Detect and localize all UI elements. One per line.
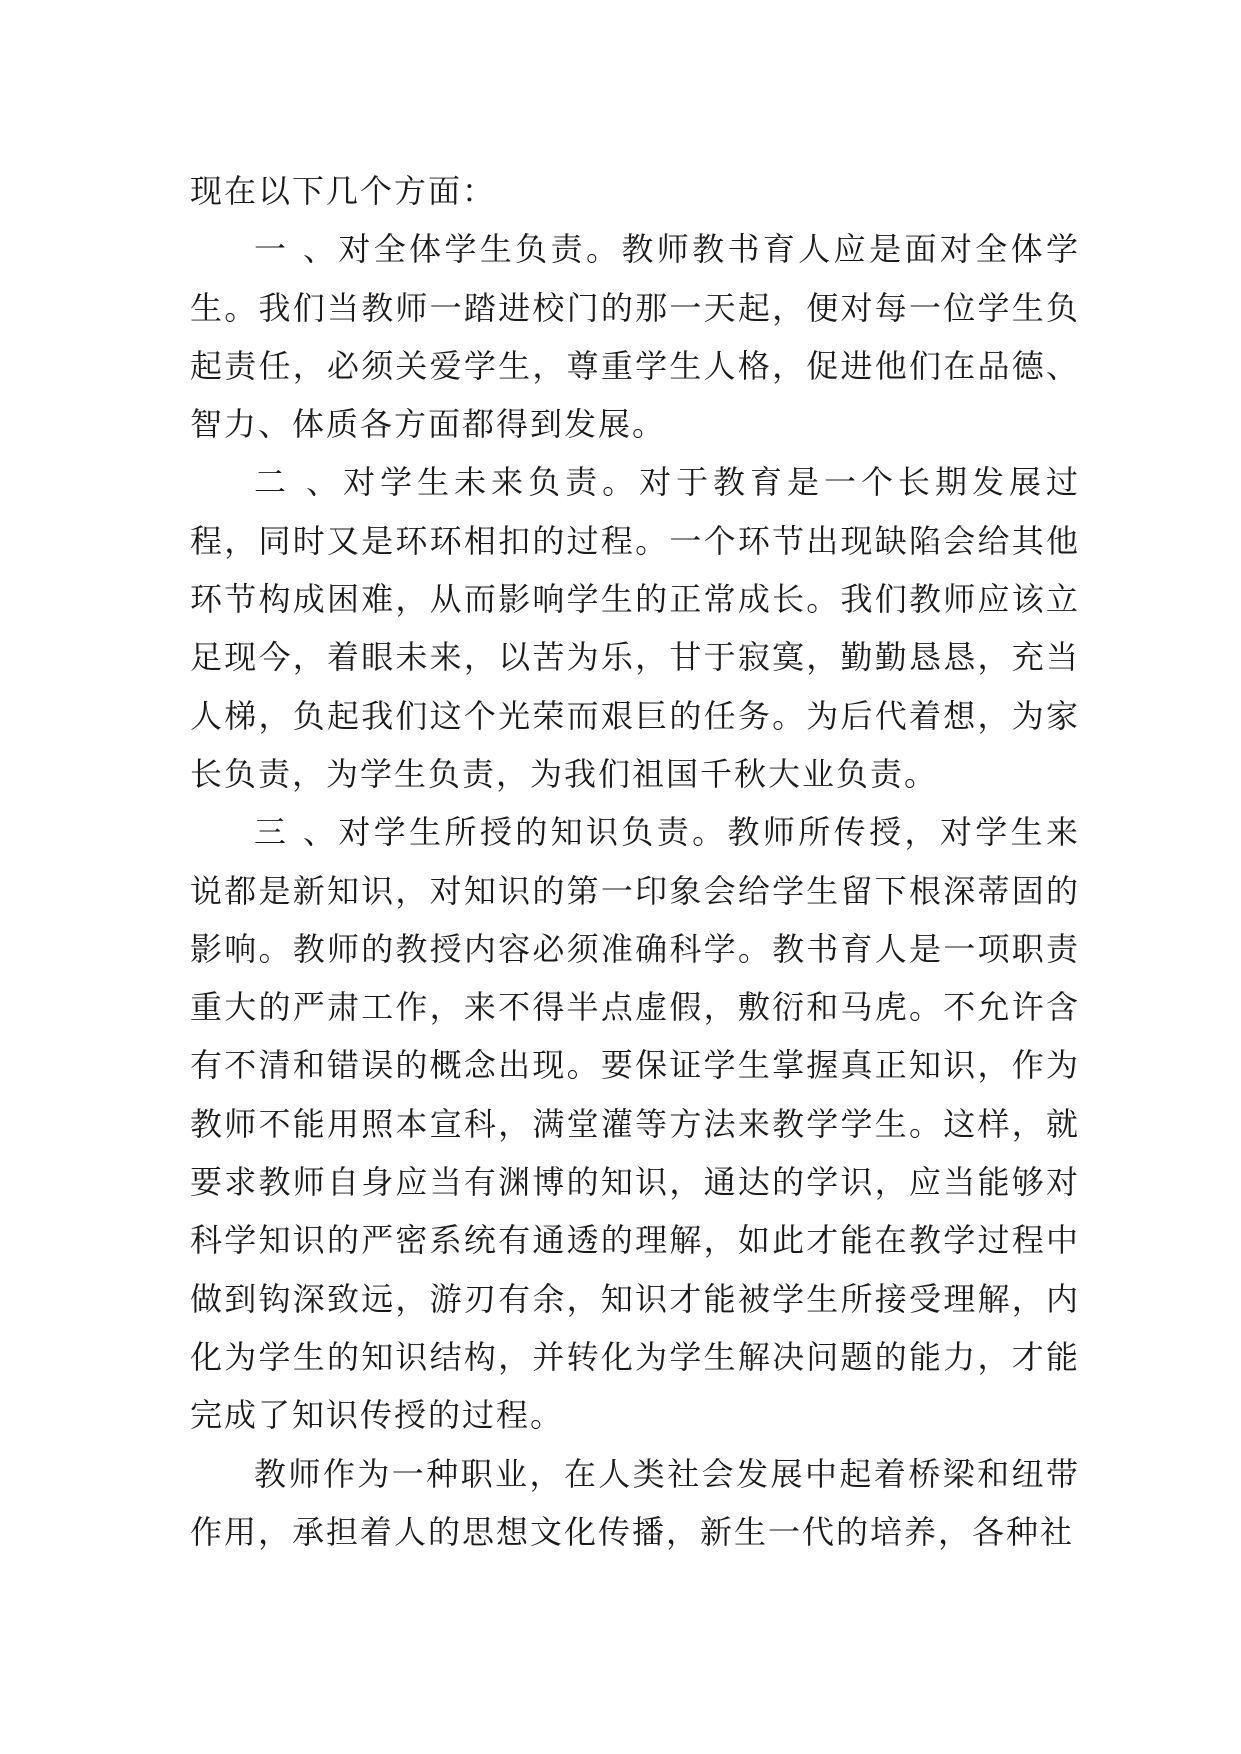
paragraph-point-two: 二 、对学生未来负责。对于教育是一个长期发展过程，同时又是环环相扣的过程。一个环节出现缺陷会给其他环节构成困难，从而影响学生的正常成长。我们教师应该立足现今，着眼未来，以苦为乐，甘于寂寞，勤勤恳恳，充当人梯，负起我们这个光荣而艰巨的任务。为后代着想，为家长负责，为学生负责，为我们祖国千秋大业负责。 (190, 463, 1080, 793)
paragraph-point-one: 一 、对全体学生负责。教师教书育人应是面对全体学生。我们当教师一踏进校门的那一天起，便对每一位学生负起责任，必须关爱学生，尊重学生人格，促进他们在品德、智力、体质各方面都得到发展。 (190, 230, 1080, 444)
paragraph-intro: 现在以下几个方面： (190, 172, 497, 210)
paragraph-point-three: 三 、对学生所授的知识负责。教师所传授，对学生来说都是新知识，对知识的第一印象会给学生留下根深蒂固的影响。教师的教授内容必须准确科学。教书育人是一项职责重大的严肃工作，来不得半点虚假，敷衍和马虎。不允许含有不清和错误的概念出现。要保证学生掌握真正知识，作为教师不能用照本宣科，满堂灌等方法来教学学生。这样，就要求教师自身应当有渊博的知识，通达的学识，应当能够对科学知识的严密系统有通透的理解，如此才能在教学过程中做到钩深致远，游刃有余，知识才能被学生所接受理解，内化为学生的知识结构，并转化为学生解决问题的能力，才能完成了知识传授的过程。 (190, 813, 1080, 1435)
document-body (190, 162, 1080, 1561)
paragraph-conclusion: 教师作为一种职业，在人类社会发展中起着桥梁和纽带作用，承担着人的思想文化传播，新生一代的培养，各种社 (190, 1454, 1080, 1551)
